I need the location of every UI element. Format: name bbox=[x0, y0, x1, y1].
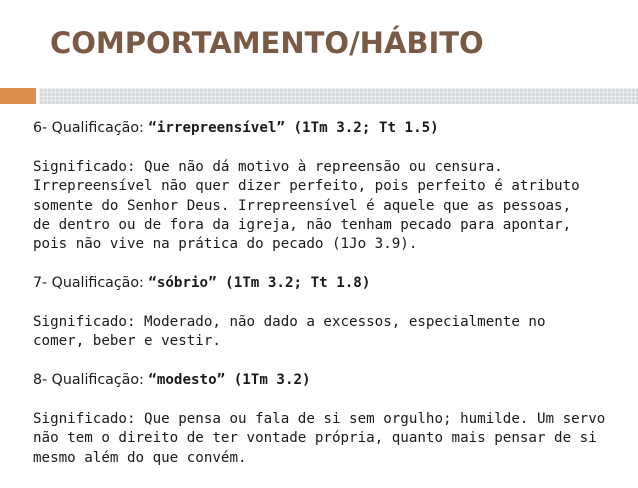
meaning-line: Significado: Moderado, não dado a excessos, especialmente no bbox=[33, 314, 546, 331]
qualification-meaning bbox=[33, 313, 628, 352]
meaning-line: Significado: Que pensa ou fala de si sem orgulho; humilde. Um servo bbox=[33, 411, 606, 428]
qualification-heading bbox=[33, 119, 628, 138]
qualification-term: “sóbrio” (1Tm 3.2; Tt 1.8) bbox=[148, 275, 371, 292]
slide-body bbox=[33, 119, 628, 488]
meaning-line: Irrepreensível não quer dizer perfeito, pois perfeito é atributo bbox=[33, 178, 580, 195]
qualification-label: 8- Qualificação: bbox=[33, 372, 149, 389]
qualification-meaning bbox=[33, 158, 628, 255]
meaning-line: comer, beber e vestir. bbox=[33, 333, 221, 350]
meaning-line: não tem o direito de ter vontade própria, quanto mais pensar de si bbox=[33, 430, 597, 447]
qualification-term: “irrepreensível” (1Tm 3.2; Tt 1.5) bbox=[148, 120, 439, 136]
slide-title: COMPORTAMENTO/HÁBITO bbox=[50, 26, 484, 60]
qualification-meaning bbox=[33, 410, 628, 468]
meaning-line: Significado: Que não dá motivo à repreensão ou censura. bbox=[33, 158, 503, 175]
meaning-line: pois não vive na prática do pecado (1Jo 3.9). bbox=[33, 236, 418, 253]
qualification-label: 6- Qualificação: bbox=[33, 120, 149, 136]
qualification-heading bbox=[33, 274, 628, 293]
qualification-heading bbox=[33, 371, 628, 390]
qualification-label: 7- Qualificação: bbox=[33, 275, 149, 292]
title-accent-bar bbox=[0, 88, 36, 104]
qualification-term: “modesto” (1Tm 3.2) bbox=[148, 372, 311, 389]
meaning-line: de dentro ou de fora da igreja, não tenham pecado para apontar, bbox=[33, 217, 572, 234]
meaning-line: somente do Senhor Deus. Irrepreensível é aquele que as pessoas, bbox=[33, 197, 572, 214]
title-pattern-bar bbox=[39, 88, 638, 104]
meaning-line: mesmo além do que convém. bbox=[33, 449, 247, 466]
